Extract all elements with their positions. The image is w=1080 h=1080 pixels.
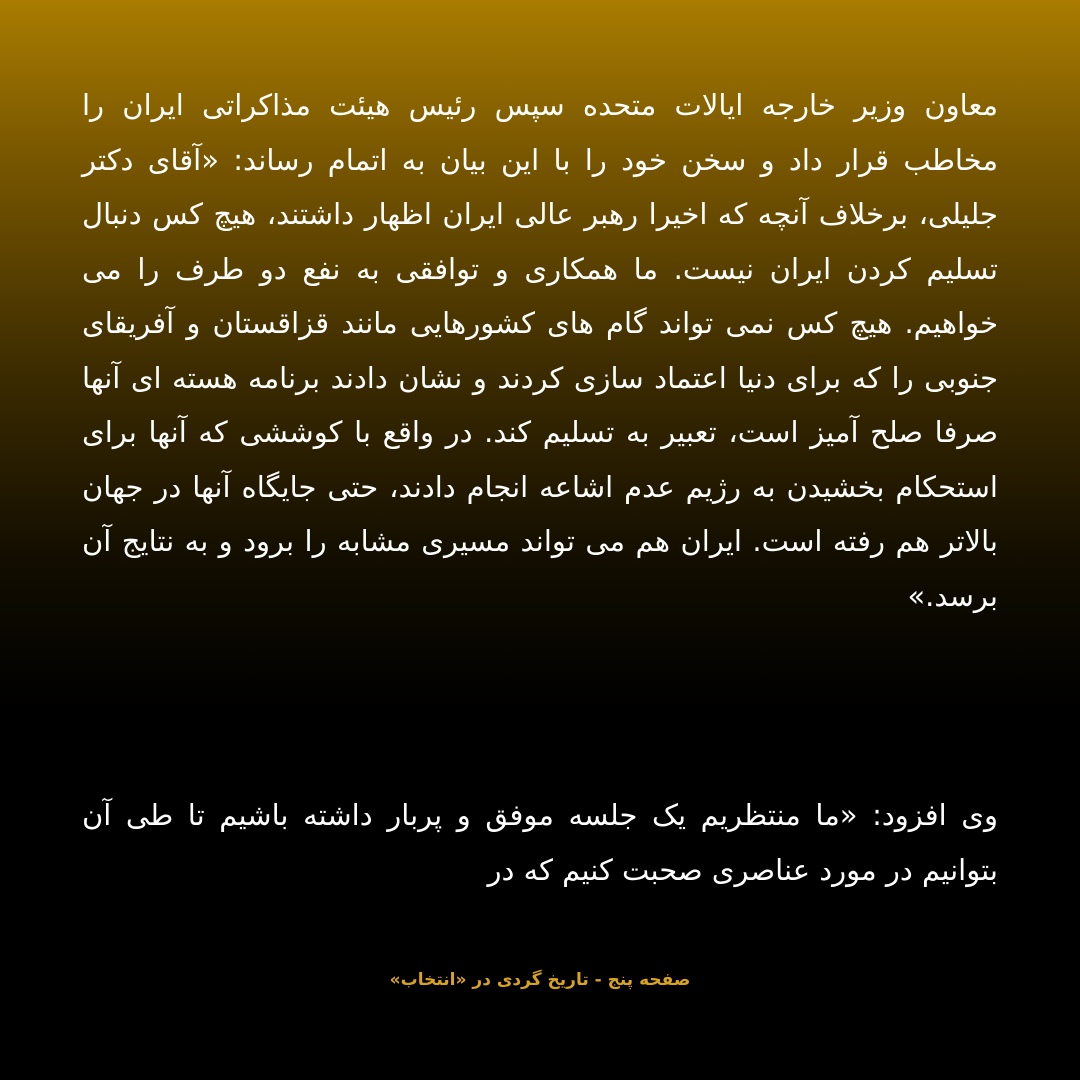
page-footer-caption: صفحه پنج - تاریخ گردی در «انتخاب» [389, 970, 691, 990]
article-paragraph-2: وی افزود: «ما منتظریم یک جلسه موفق و پربار داشته باشیم تا طی آن بتوانیم در مورد عناصری صحبت کنیم که در [82, 798, 998, 887]
article-paragraph-1: معاون وزیر خارجه ایالات متحده سپس رئیس هیئت مذاکراتی ایران را مخاطب قرار داد و سخن خود را با این بیان به اتمام رساند: «آقای دکتر جلیلی، برخلاف آنچه که اخیرا رهبر عالی ایران اظهار داشتند، هیچ کس دنبال تسلیم کردن ایران نیست. ما همکاری و توافقی به نفع دو طرف را می خواهیم. هیچ کس نمی تواند گام های کشورهایی مانند قزاقستان و آفریقای جنوبی را که برای دنیا اعتماد سازی کردند و نشان دادند برنامه هسته ای آنها صرفا صلح آمیز است، تعبیر به تسلیم کند. در واقع با کوششی که آنها برای استحکام بخشیدن به رژیم عدم اشاعه انجام دادند، حتی جایگاه آنها در جهان بالاتر هم رفته است. ایران هم می تواند مسیری مشابه را برود و به نتایج آن برسد.» [82, 88, 998, 613]
